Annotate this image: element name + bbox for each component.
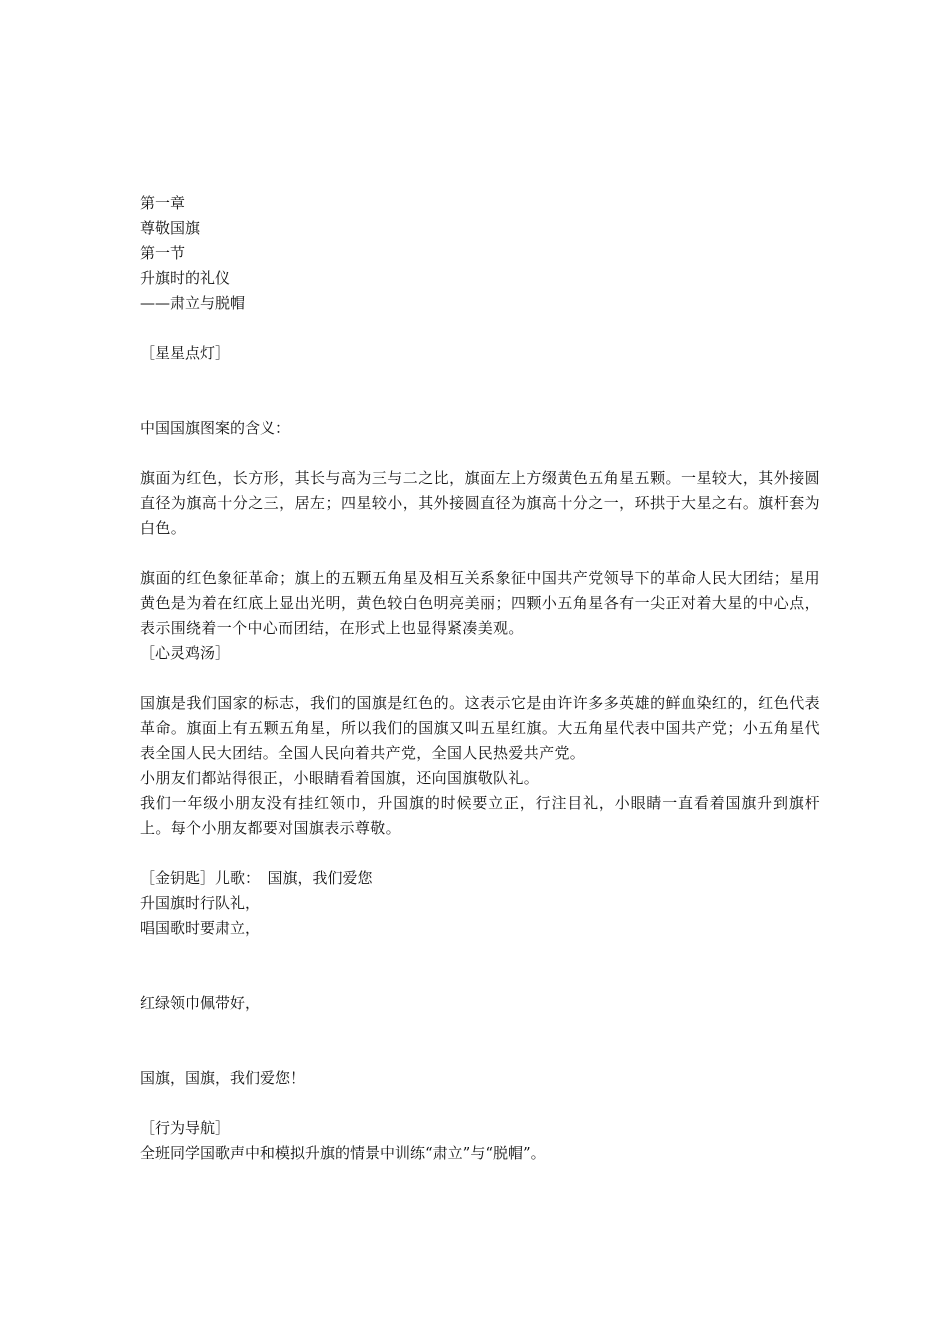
song-line-4: 国旗，国旗，我们爱您！: [140, 1069, 306, 1087]
spacer: [140, 941, 820, 991]
spacer: [140, 841, 820, 866]
section-number: 第一节: [140, 244, 186, 262]
spacer: [140, 1091, 820, 1116]
spacer: [140, 1016, 820, 1066]
spacer: [140, 541, 820, 566]
song-line-2: 唱国歌时要肃立，: [140, 919, 261, 937]
spacer: [140, 441, 820, 466]
kids-salute-paragraph: 小朋友们都站得很正，小眼睛看着国旗，还向国旗敬队礼。: [140, 769, 540, 787]
spacer: [140, 366, 820, 416]
spacer: [140, 316, 820, 341]
first-grade-paragraph: 我们一年级小朋友没有挂红领巾，升国旗的时候要立正，行注目礼，小眼睛一直看着国旗升到旗杆上。每个小朋友都要对国旗表示尊敬。: [140, 794, 820, 837]
song-line-1: 升国旗时行队礼，: [140, 894, 261, 912]
section-subtitle: ——肃立与脱帽: [140, 294, 246, 312]
label-star-lamp: ［星星点灯］: [140, 344, 231, 362]
chapter-title: 尊敬国旗: [140, 219, 201, 237]
flag-meaning-intro: 中国国旗图案的含义：: [140, 419, 291, 437]
behavior-guide-paragraph: 全班同学国歌声中和模拟升旗的情景中训练“肃立”与“脱帽”。: [140, 1144, 546, 1162]
song-line-3: 红绿领巾佩带好，: [140, 994, 261, 1012]
flag-description-paragraph: 旗面为红色，长方形，其长与高为三与二之比，旗面左上方缀黄色五角星五颗。一星较大，其外接圆直径为旗高十分之三，居左；四星较小，其外接圆直径为旗高十分之一，环拱于大星之右。旗杆套为白色。: [140, 469, 820, 537]
spacer: [140, 666, 820, 691]
document-body: [140, 191, 820, 1166]
label-soul-soup: ［心灵鸡汤］: [140, 644, 231, 662]
flag-story-paragraph: 国旗是我们国家的标志，我们的国旗是红色的。这表示它是由许许多多英雄的鲜血染红的，红色代表革命。旗面上有五颗五角星，所以我们的国旗又叫五星红旗。大五角星代表中国共产党；小五角星代表全国人民大团结。全国人民向着共产党，全国人民热爱共产党。: [140, 694, 820, 762]
section-title: 升旗时的礼仪: [140, 269, 231, 287]
chapter-number: 第一章: [140, 194, 186, 212]
label-behavior-guide: ［行为导航］: [140, 1119, 231, 1137]
label-golden-key: ［金钥匙］儿歌： 国旗，我们爱您: [140, 869, 373, 887]
flag-symbolism-paragraph: 旗面的红色象征革命；旗上的五颗五角星及相互关系象征中国共产党领导下的革命人民大团结；星用黄色是为着在红底上显出光明，黄色较白色明亮美丽；四颗小五角星各有一尖正对着大星的中心点，表示围绕着一个中心而团结，在形式上也显得紧凑美观。: [140, 569, 820, 637]
